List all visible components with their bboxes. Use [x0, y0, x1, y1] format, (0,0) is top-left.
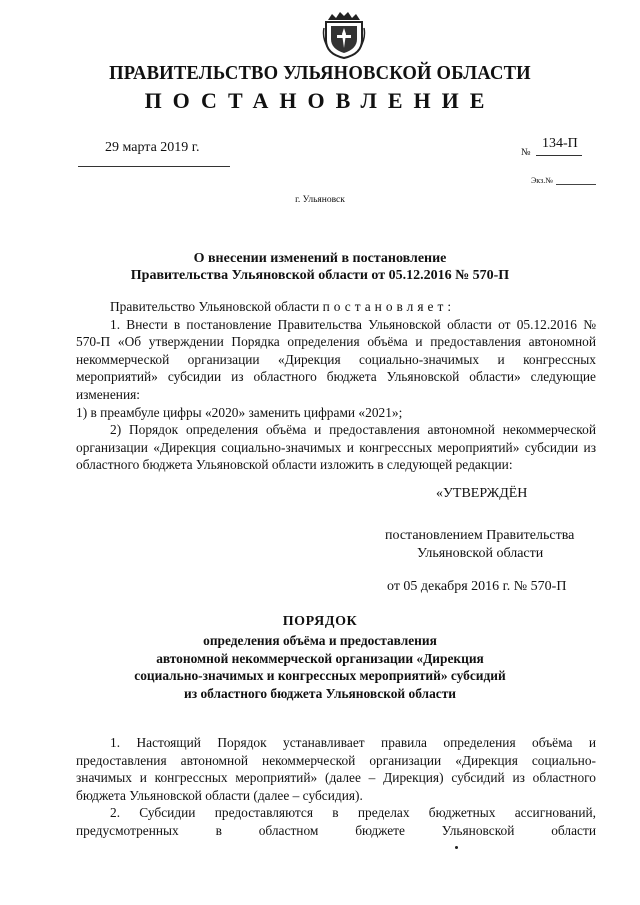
order-subtitle-line-3: социально-значимых и конгрессных мероприятий» субсидий [134, 668, 506, 684]
order-subtitle [0, 632, 640, 702]
order-subtitle-line-2: автономной некоммерческой организации «Дирекция [156, 650, 484, 666]
copy-number-label: Экз.№ [531, 176, 553, 185]
number-underline [536, 155, 582, 156]
preamble-suffix: : [447, 299, 452, 314]
order-subtitle-line-4: из областного бюджета Ульяновской области [184, 685, 456, 701]
preamble-keyword: постановляет [322, 299, 448, 314]
approval-line-2: Ульяновской области [417, 546, 544, 561]
city: г. Ульяновск [295, 195, 345, 205]
preamble [76, 298, 596, 316]
decree-number: 134-П [542, 136, 578, 151]
subject-line-1: О внесении изменений в постановление [193, 251, 447, 266]
copy-number-line [556, 184, 596, 185]
preamble-prefix: Правительство Ульяновской области [110, 299, 323, 314]
approval-line-3: от 05 декабря 2016 г. № 570-П [387, 579, 567, 594]
date-underline [78, 166, 230, 167]
approval-line-1: постановлением Правительства [385, 528, 575, 543]
number-sign: № [521, 147, 531, 158]
decree-title: ПОСТАНОВЛЕНИЕ [144, 88, 496, 113]
decree-body [76, 298, 596, 474]
order-paragraph-1: 1. Настоящий Порядок устанавливает правила определения объёма и предоставления автономной некоммерческой организации «Дирекция социально-значимых и конгрессных мероприятий» (далее – Дирекция) субсидий из областного бюджета Ульяновской области (далее – субсидия). [76, 735, 596, 803]
item-1: 1. Внести в постановление Правительства Ульяновской области от 05.12.2016 № 570-П «Об утверждении Порядка определения объёма и предоставления автономной некоммерческой организации «Дирекция социально-значимых и конгрессных мероприятий» субсидии из областного бюджета Ульяновской области» следующие изменения: [76, 316, 596, 402]
order-paragraph-2: 2. Субсидии предоставляются в пределах бюджетных ассигнований, предусмотренных в областном бюджете Ульяновской области [76, 805, 596, 838]
item-1-2: 2) Порядок определения объёма и предоставления автономной некоммерческой организации «Дирекция социально-значимых и конгрессных мероприятий» субсидии из областного бюджета Ульяновской области изложить в следующей редакции: [76, 422, 596, 473]
order-subtitle-line-1: определения объёма и предоставления [203, 633, 437, 648]
decree-date: 29 марта 2019 г. [105, 140, 200, 155]
subject-heading [0, 250, 640, 284]
coat-of-arms-icon [322, 8, 366, 60]
subject-line-2: Правительства Ульяновской области от 05.12.2016 № 570-П [130, 268, 510, 283]
order-title: ПОРЯДОК [282, 614, 358, 629]
approval-heading: «УТВЕРЖДЁН [436, 486, 528, 501]
government-title: ПРАВИТЕЛЬСТВО УЛЬЯНОВСКОЙ ОБЛАСТИ [109, 62, 531, 84]
order-body [76, 734, 596, 840]
item-1-1: 1) в преамбуле цифры «2020» заменить цифрами «2021»; [76, 404, 403, 420]
scan-speck [455, 846, 458, 849]
